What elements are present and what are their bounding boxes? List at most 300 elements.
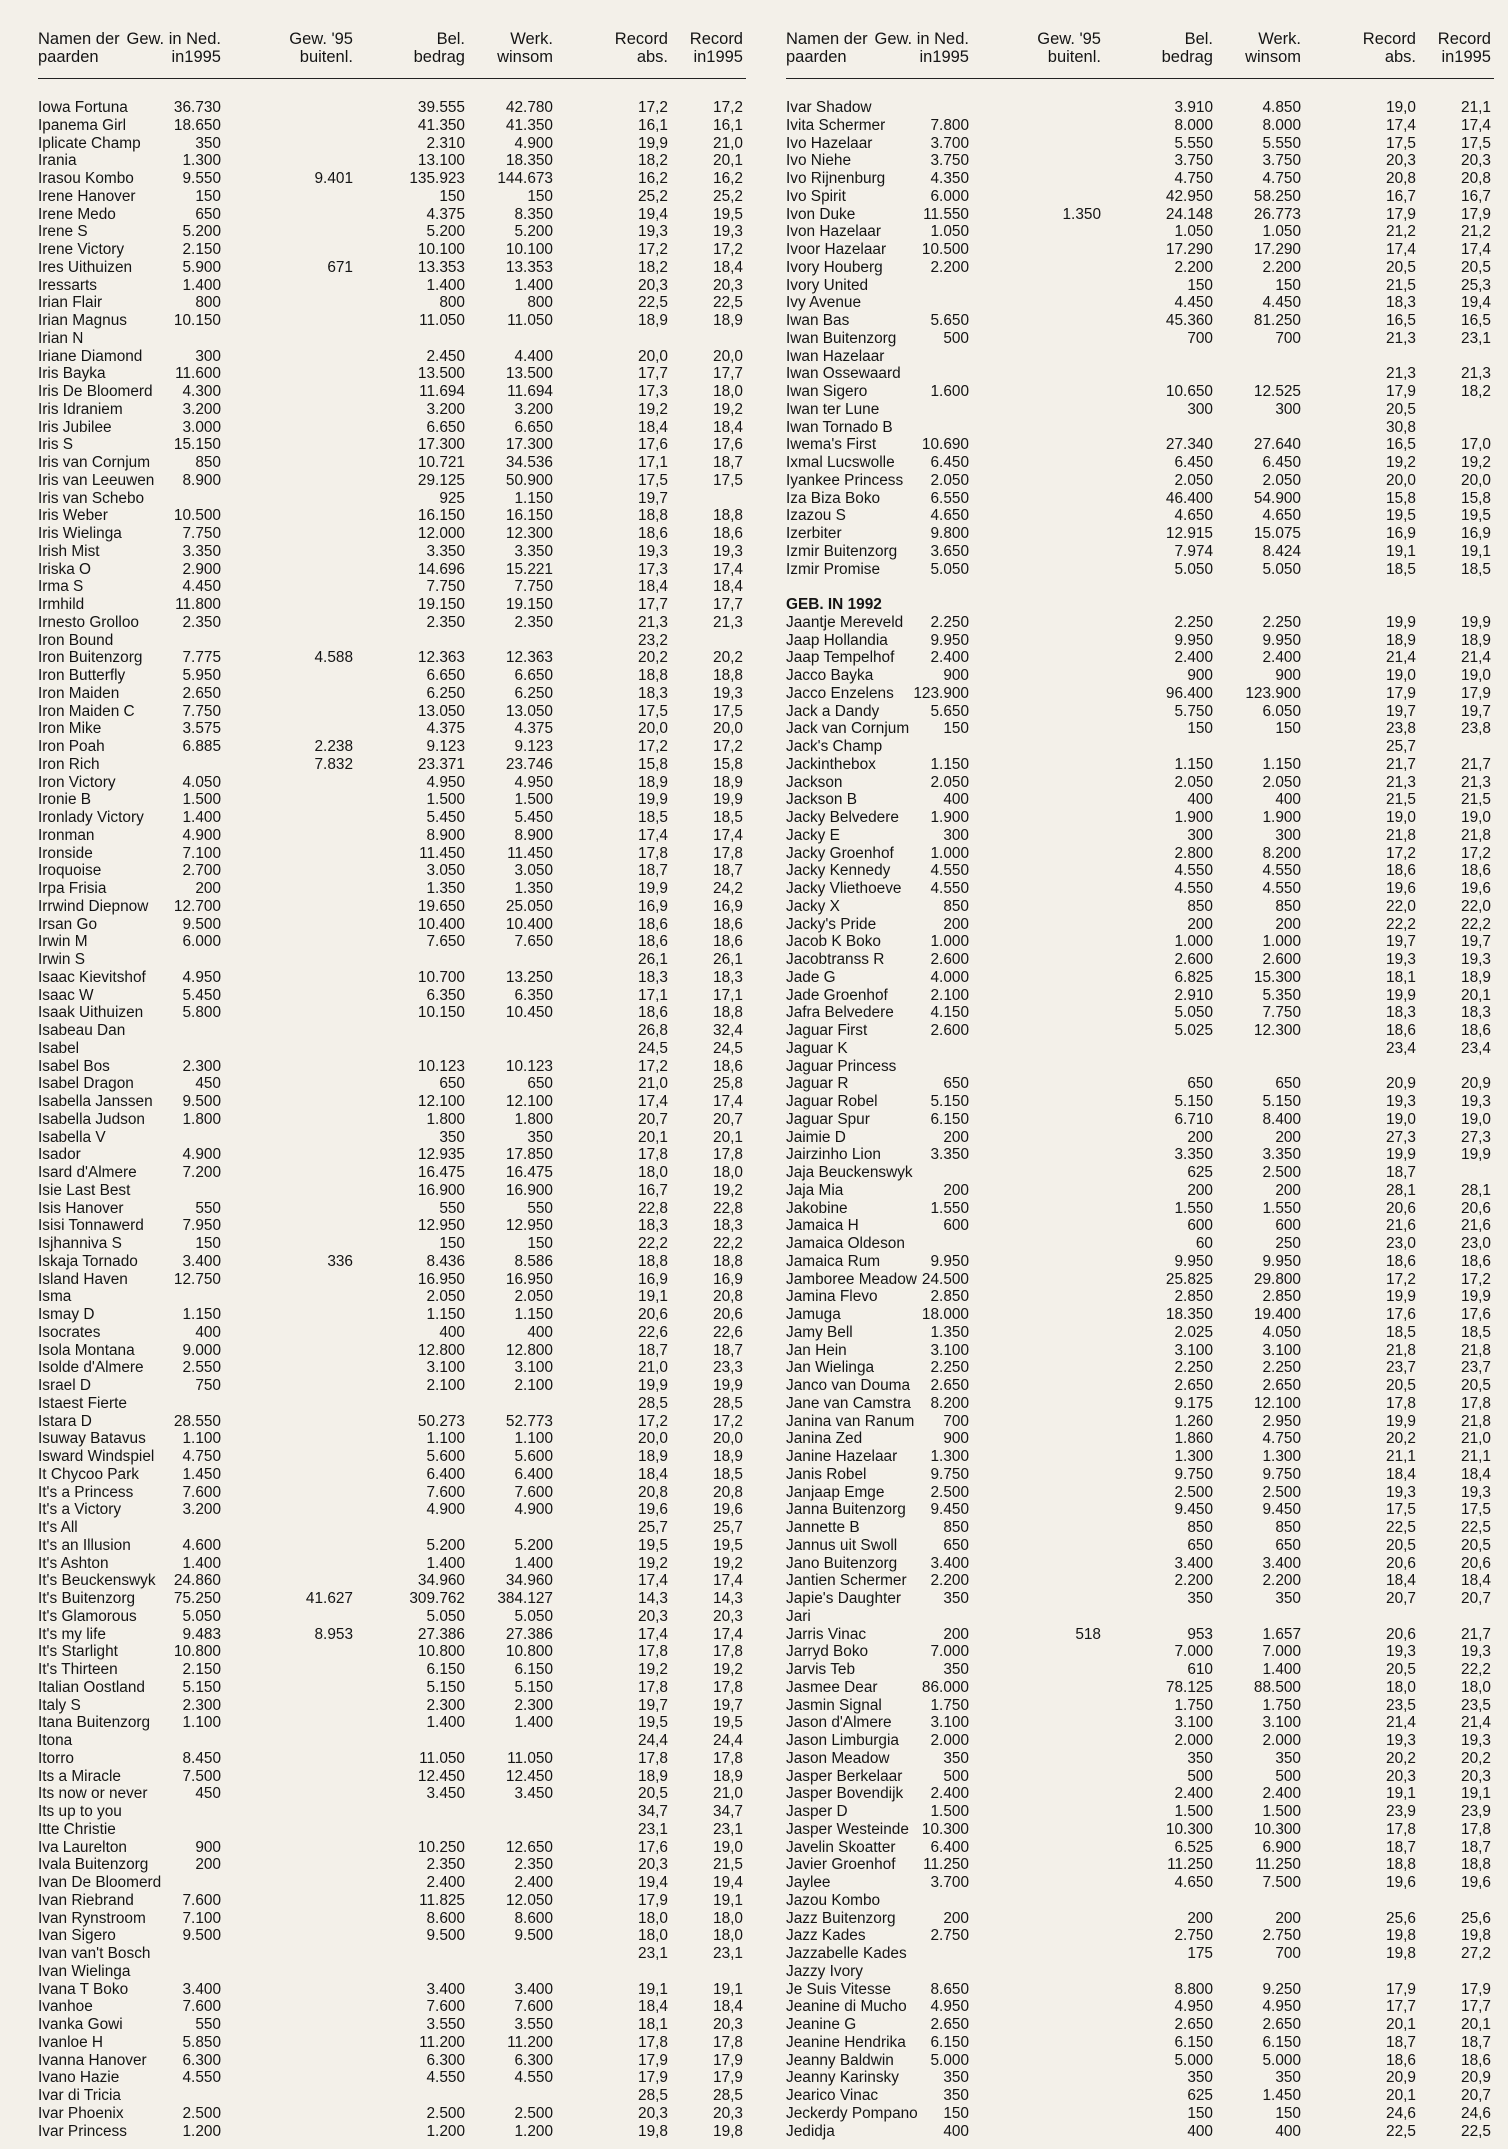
- cell-work-winnings: 7.000: [1262, 1643, 1301, 1661]
- cell-record-1995: 18,4: [713, 578, 743, 596]
- cell-work-winnings: 1.550: [1262, 1199, 1301, 1217]
- cell-record-1995: 22,6: [713, 1323, 743, 1341]
- cell-horse-name: Jacky X: [786, 897, 840, 915]
- cell-bet-amount: 1.500: [1174, 1803, 1213, 1820]
- cell-winnings-nl-1995: 123.900: [913, 684, 969, 702]
- cell-record-1995: 19,0: [1461, 809, 1491, 826]
- cell-work-winnings: 8.200: [1262, 844, 1301, 862]
- cell-record-abs: 18,5: [1386, 560, 1416, 578]
- cell-record-1995: 19,7: [1461, 702, 1491, 720]
- cell-winnings-nl-1995: 2.300: [182, 1057, 221, 1075]
- cell-bet-amount: 150: [439, 187, 465, 205]
- cell-winnings-nl-1995: 3.000: [182, 418, 221, 436]
- cell-winnings-nl-1995: 700: [943, 1412, 969, 1430]
- cell-bet-amount: 2.800: [1174, 844, 1213, 862]
- cell-bet-amount: 3.400: [426, 1980, 465, 1998]
- cell-work-winnings: 4.950: [514, 773, 553, 791]
- cell-bet-amount: 625: [1187, 1164, 1213, 1181]
- table-row: [38, 1501, 746, 1519]
- cell-winnings-nl-1995: 1.450: [182, 1465, 221, 1483]
- cell-work-winnings: 6.250: [514, 684, 553, 702]
- cell-record-1995: 14,3: [713, 1590, 743, 1607]
- table-row: [38, 1839, 746, 1857]
- cell-horse-name: Iwan Tornado B: [786, 418, 893, 436]
- cell-winnings-nl-1995: 75.250: [173, 1590, 221, 1607]
- cell-record-1995: 17,8: [713, 1749, 743, 1767]
- cell-bet-amount: 200: [1187, 1181, 1213, 1199]
- cell-record-1995: 17,1: [713, 986, 743, 1004]
- table-row: [38, 241, 746, 259]
- cell-winnings-nl-1995: 900: [943, 667, 969, 684]
- cell-work-winnings: 4.750: [1262, 170, 1301, 187]
- cell-winnings-nl-1995: 8.200: [930, 1394, 969, 1412]
- cell-winnings-nl-1995: 150: [943, 720, 969, 738]
- cell-winnings-nl-1995: 2.850: [930, 1288, 969, 1306]
- cell-bet-amount: 300: [1187, 400, 1213, 418]
- cell-work-winnings: 1.300: [1262, 1448, 1301, 1465]
- cell-horse-name: Isabel Dragon: [38, 1075, 134, 1093]
- table-row: [786, 1164, 1494, 1182]
- cell-winnings-nl-1995: 7.800: [930, 116, 969, 134]
- cell-bet-amount: 1.500: [426, 791, 465, 809]
- cell-bet-amount: 400: [1187, 2122, 1213, 2140]
- cell-bet-amount: 11.825: [419, 1891, 465, 1909]
- table-row: [38, 152, 746, 170]
- cell-record-1995: 17,2: [1461, 844, 1491, 862]
- cell-winnings-nl-1995: 2.050: [930, 773, 969, 791]
- cell-bet-amount: 12.800: [417, 1341, 465, 1359]
- cell-winnings-nl-1995: 7.600: [182, 1483, 221, 1501]
- cell-horse-name: Jakobine: [786, 1199, 848, 1217]
- cell-work-winnings: 12.300: [1253, 1022, 1301, 1039]
- cell-record-abs: 21,8: [1386, 1341, 1416, 1359]
- cell-record-abs: 17,6: [638, 436, 668, 454]
- cell-bet-amount: 6.525: [1174, 1838, 1213, 1856]
- cell-record-1995: 19,3: [1461, 1732, 1491, 1749]
- cell-winnings-nl-1995: 9.500: [182, 1927, 221, 1945]
- cell-bet-amount: 3.100: [1174, 1341, 1213, 1359]
- cell-work-winnings: 17.290: [1253, 241, 1301, 258]
- cell-winnings-nl-1995: 350: [943, 1661, 969, 1678]
- cell-record-1995: 23,5: [1461, 1696, 1491, 1714]
- cell-horse-name: It's Starlight: [38, 1643, 118, 1661]
- cell-record-1995: 18,3: [1461, 1004, 1491, 1022]
- cell-winnings-nl-1995: 600: [943, 1217, 969, 1235]
- cell-horse-name: Irene Medo: [38, 205, 116, 223]
- cell-record-1995: 18,6: [713, 1057, 743, 1075]
- cell-horse-name: Iron Buitenzorg: [38, 649, 143, 667]
- cell-winnings-nl-1995: 18.650: [173, 116, 221, 134]
- cell-horse-name: Janco van Douma: [786, 1377, 911, 1394]
- table-row: [38, 1998, 746, 2016]
- cell-horse-name: Janina van Ranum: [786, 1412, 915, 1430]
- cell-record-abs: 26,1: [638, 951, 668, 968]
- cell-record-abs: 17,8: [638, 1678, 668, 1696]
- table-row: [38, 1430, 746, 1448]
- cell-work-winnings: 2.250: [1262, 613, 1301, 631]
- cell-record-abs: 20,5: [638, 1785, 668, 1803]
- cell-horse-name: Jack van Cornjum: [786, 720, 910, 738]
- cell-work-winnings: 2.350: [514, 1856, 553, 1874]
- cell-bet-amount: 78.125: [1165, 1678, 1213, 1696]
- cell-work-winnings: 2.000: [1262, 1732, 1301, 1749]
- cell-work-winnings: 41.350: [505, 116, 553, 134]
- cell-work-winnings: 144.673: [497, 170, 553, 187]
- table-row: [786, 809, 1494, 827]
- cell-record-1995: 18,8: [713, 667, 743, 684]
- cell-work-winnings: 650: [1275, 1075, 1301, 1093]
- cell-horse-name: Jantien Schermer: [786, 1572, 907, 1590]
- cell-horse-name: Izmir Buitenzorg: [786, 542, 898, 560]
- cell-horse-name: Isolde d'Almere: [38, 1359, 144, 1377]
- cell-horse-name: Jason d'Almere: [786, 1714, 892, 1732]
- cell-winnings-nl-1995: 7.200: [182, 1164, 221, 1181]
- cell-horse-name: Isma: [38, 1288, 72, 1306]
- cell-winnings-abroad-1995: 518: [1075, 1625, 1101, 1643]
- cell-horse-name: It's Beuckenswyk: [38, 1572, 156, 1590]
- cell-work-winnings: 1.050: [1262, 223, 1301, 241]
- cell-winnings-nl-1995: 800: [195, 294, 221, 312]
- table-row: [786, 1537, 1494, 1555]
- cell-bet-amount: 3.350: [426, 542, 465, 560]
- cell-horse-name: Jeanine Hendrika: [786, 2033, 906, 2051]
- cell-horse-name: Jaguar R: [786, 1075, 849, 1093]
- cell-record-abs: 18,8: [638, 507, 668, 525]
- cell-record-abs: 19,5: [638, 1714, 668, 1732]
- table-row: [38, 1466, 746, 1484]
- table-row: [786, 845, 1494, 863]
- cell-record-abs: 19,2: [638, 1661, 668, 1678]
- cell-horse-name: Jacco Enzelens: [786, 684, 894, 702]
- cell-bet-amount: 25.825: [1165, 1270, 1213, 1288]
- cell-record-abs: 20,1: [638, 1128, 668, 1146]
- cell-record-abs: 18,9: [638, 1448, 668, 1465]
- cell-work-winnings: 5.350: [1262, 986, 1301, 1004]
- cell-bet-amount: 4.550: [1174, 880, 1213, 897]
- cell-winnings-nl-1995: 1.150: [930, 755, 969, 773]
- cell-bet-amount: 11.050: [419, 1749, 465, 1767]
- cell-winnings-nl-1995: 8.900: [182, 471, 221, 489]
- table-row: [786, 1572, 1494, 1590]
- cell-bet-amount: 13.500: [417, 365, 465, 383]
- table-row: [38, 1359, 746, 1377]
- cell-horse-name: It Chycoo Park: [38, 1465, 139, 1483]
- table-row: [38, 774, 746, 792]
- cell-horse-name: It's Glamorous: [38, 1607, 137, 1625]
- cell-winnings-nl-1995: 7.775: [182, 649, 221, 667]
- cell-record-abs: 17,4: [1386, 116, 1416, 134]
- cell-work-winnings: 8.600: [514, 1909, 553, 1927]
- cell-record-1995: 20,3: [713, 2104, 743, 2122]
- table-row: [786, 2069, 1494, 2087]
- cell-winnings-nl-1995: 15.150: [173, 436, 221, 454]
- table-row: [786, 1200, 1494, 1218]
- cell-winnings-abroad-1995: 1.350: [1062, 205, 1101, 223]
- cell-record-abs: 14,3: [638, 1590, 668, 1607]
- table-row: [38, 490, 746, 508]
- cell-record-abs: 17,4: [1386, 241, 1416, 258]
- cell-work-winnings: 350: [1275, 1590, 1301, 1607]
- cell-record-abs: 18,7: [1386, 1164, 1416, 1181]
- table-row: [786, 2034, 1494, 2052]
- cell-winnings-nl-1995: 11.800: [175, 596, 221, 613]
- cell-work-winnings: 5.000: [1262, 2051, 1301, 2069]
- cell-work-winnings: 384.127: [497, 1590, 553, 1607]
- cell-work-winnings: 7.750: [514, 578, 553, 596]
- cell-record-abs: 17,4: [638, 1572, 668, 1590]
- cell-record-1995: 20,3: [1461, 1767, 1491, 1785]
- cell-record-1995: 18,0: [713, 383, 743, 400]
- cell-bet-amount: 9.950: [1174, 631, 1213, 649]
- cell-bet-amount: 3.200: [426, 400, 465, 418]
- cell-winnings-nl-1995: 12.700: [173, 897, 221, 915]
- header-divider: [38, 78, 746, 79]
- cell-work-winnings: 2.250: [1262, 1359, 1301, 1377]
- table-row: [786, 454, 1494, 472]
- cell-horse-name: Jamaica Rum: [786, 1252, 881, 1270]
- cell-work-winnings: 2.200: [1262, 1572, 1301, 1590]
- cell-work-winnings: 9.750: [1262, 1465, 1301, 1483]
- cell-bet-amount: 1.800: [426, 1110, 465, 1128]
- cell-record-1995: 26,1: [713, 951, 743, 968]
- cell-bet-amount: 11.694: [419, 383, 465, 400]
- cell-work-winnings: 7.600: [514, 1998, 553, 2016]
- cell-bet-amount: 1.400: [426, 1554, 465, 1572]
- cell-work-winnings: 2.050: [1262, 471, 1301, 489]
- cell-record-abs: 16,7: [1386, 187, 1416, 205]
- cell-work-winnings: 6.400: [514, 1465, 553, 1483]
- cell-winnings-nl-1995: 6.150: [930, 1110, 969, 1128]
- table-row: [786, 1981, 1494, 1999]
- cell-record-1995: 17,8: [713, 2033, 743, 2051]
- cell-record-abs: 17,8: [1386, 1394, 1416, 1412]
- cell-work-winnings: 500: [1275, 1767, 1301, 1785]
- cell-horse-name: Jari: [786, 1607, 811, 1625]
- cell-work-winnings: 4.400: [514, 347, 553, 365]
- cell-winnings-nl-1995: 3.350: [182, 542, 221, 560]
- cell-winnings-nl-1995: 3.400: [182, 1252, 221, 1270]
- cell-record-abs: 19,9: [1386, 1288, 1416, 1306]
- cell-horse-name: Jack's Champ: [786, 738, 883, 755]
- cell-record-abs: 18,4: [1386, 1465, 1416, 1483]
- cell-work-winnings: 2.950: [1262, 1412, 1301, 1430]
- cell-work-winnings: 1.000: [1262, 933, 1301, 951]
- cell-horse-name: Its up to you: [38, 1803, 122, 1820]
- cell-work-winnings: 15.300: [1253, 968, 1301, 986]
- table-row: [786, 1093, 1494, 1111]
- cell-horse-name: Itorro: [38, 1749, 74, 1767]
- cell-bet-amount: 2.350: [426, 1856, 465, 1874]
- table-row: [38, 738, 746, 756]
- cell-horse-name: Irsan Go: [38, 915, 98, 933]
- table-row: [786, 1643, 1494, 1661]
- cell-winnings-nl-1995: 200: [943, 1181, 969, 1199]
- cell-work-winnings: 650: [527, 1075, 553, 1093]
- table-row: [38, 472, 746, 490]
- cell-record-abs: 20,1: [1386, 2087, 1416, 2104]
- cell-record-1995: 20,0: [713, 720, 743, 738]
- table-row: [786, 561, 1494, 579]
- cell-record-1995: 21,6: [1461, 1217, 1491, 1235]
- cell-record-abs: 21,1: [1386, 1448, 1416, 1465]
- cell-horse-name: Jason Limburgia: [786, 1732, 899, 1749]
- cell-work-winnings: 1.400: [514, 1554, 553, 1572]
- cell-bet-amount: 6.300: [426, 2051, 465, 2069]
- cell-winnings-nl-1995: 350: [943, 2069, 969, 2087]
- cell-work-winnings: 10.800: [505, 1643, 553, 1661]
- cell-record-abs: 24,6: [1386, 2104, 1416, 2122]
- cell-work-winnings: 3.400: [1262, 1554, 1301, 1572]
- cell-record-1995: 27,3: [1461, 1128, 1491, 1146]
- table-row: [38, 170, 746, 188]
- cell-work-winnings: 150: [527, 1235, 553, 1252]
- cell-record-abs: 19,9: [1386, 1412, 1416, 1430]
- cell-horse-name: Ivo Niehe: [786, 152, 852, 170]
- cell-record-abs: 17,9: [1386, 205, 1416, 223]
- cell-horse-name: Jamaica Oldeson: [786, 1235, 905, 1252]
- cell-record-1995: 17,2: [713, 1412, 743, 1430]
- cell-work-winnings: 400: [1275, 2122, 1301, 2140]
- table-row: [38, 614, 746, 632]
- cell-winnings-nl-1995: 1.300: [182, 152, 221, 170]
- cell-record-abs: 20,3: [638, 1856, 668, 1874]
- table-row: [38, 1271, 746, 1289]
- cell-horse-name: Jacky Kennedy: [786, 862, 891, 880]
- cell-work-winnings: 4.950: [1262, 1998, 1301, 2016]
- cell-winnings-nl-1995: 2.600: [930, 951, 969, 968]
- table-row: [786, 1359, 1494, 1377]
- cell-record-abs: 21,6: [1386, 1217, 1416, 1235]
- column-header-horse-name: Namen der paarden: [786, 30, 868, 66]
- cell-record-1995: 17,8: [713, 844, 743, 862]
- cell-horse-name: Itte Christie: [38, 1820, 116, 1838]
- cell-record-1995: 18,3: [713, 1217, 743, 1235]
- left-table: [38, 30, 746, 2140]
- cell-winnings-nl-1995: 200: [943, 1128, 969, 1146]
- cell-winnings-nl-1995: 2.650: [182, 684, 221, 702]
- cell-winnings-nl-1995: 4.550: [182, 2069, 221, 2087]
- cell-horse-name: Island Haven: [38, 1270, 128, 1288]
- cell-work-winnings: 11.694: [507, 383, 553, 400]
- cell-horse-name: Jaimie D: [786, 1128, 846, 1146]
- cell-record-abs: 16,1: [638, 116, 668, 134]
- table-row: [38, 791, 746, 809]
- cell-horse-name: Ironlady Victory: [38, 809, 144, 826]
- cell-winnings-nl-1995: 850: [943, 1519, 969, 1536]
- cell-record-1995: 28,1: [1461, 1181, 1491, 1199]
- cell-work-winnings: 4.750: [1262, 1430, 1301, 1448]
- cell-winnings-nl-1995: 1.400: [182, 276, 221, 294]
- cell-record-abs: 17,7: [638, 365, 668, 383]
- cell-record-1995: 19,9: [1461, 613, 1491, 631]
- cell-horse-name: Ironie B: [38, 791, 92, 809]
- cell-winnings-nl-1995: 400: [195, 1323, 221, 1341]
- cell-record-abs: 18,9: [638, 773, 668, 791]
- cell-record-1995: 19,2: [713, 400, 743, 418]
- cell-horse-name: Janina Zed: [786, 1430, 863, 1448]
- cell-bet-amount: 10.400: [417, 915, 465, 933]
- table-row: [38, 1572, 746, 1590]
- cell-record-abs: 19,0: [1386, 1110, 1416, 1128]
- cell-horse-name: Isward Windspiel: [38, 1448, 155, 1465]
- cell-work-winnings: 8.586: [514, 1252, 553, 1270]
- cell-record-1995: 18,6: [713, 915, 743, 933]
- cell-record-abs: 20,0: [638, 347, 668, 365]
- table-row: [786, 1839, 1494, 1857]
- cell-horse-name: It's a Victory: [38, 1501, 122, 1519]
- cell-winnings-nl-1995: 9.500: [182, 1093, 221, 1110]
- cell-winnings-nl-1995: 10.500: [173, 507, 221, 525]
- cell-bet-amount: 900: [1187, 667, 1213, 684]
- cell-record-abs: 19,1: [1386, 1785, 1416, 1803]
- cell-record-1995: 28,5: [713, 2087, 743, 2104]
- cell-winnings-nl-1995: 18.000: [921, 1306, 969, 1323]
- cell-record-1995: 19,8: [713, 2122, 743, 2140]
- cell-bet-amount: 8.436: [426, 1252, 465, 1270]
- table-row: [786, 685, 1494, 703]
- cell-horse-name: Ivan Wielinga: [38, 1962, 131, 1980]
- cell-winnings-nl-1995: 150: [195, 1235, 221, 1252]
- cell-horse-name: Iris van Schebo: [38, 489, 145, 507]
- cell-work-winnings: 10.100: [505, 241, 553, 258]
- cell-record-abs: 17,3: [638, 383, 668, 400]
- cell-record-1995: 18,8: [713, 507, 743, 525]
- cell-bet-amount: 850: [1187, 897, 1213, 915]
- cell-bet-amount: 46.400: [1165, 489, 1213, 507]
- cell-bet-amount: 24.148: [1165, 205, 1213, 223]
- cell-record-1995: 18,7: [1461, 1838, 1491, 1856]
- table-row: [786, 152, 1494, 170]
- cell-record-1995: 19,1: [713, 1980, 743, 1998]
- cell-winnings-nl-1995: 1.750: [930, 1696, 969, 1714]
- cell-record-abs: 19,5: [1386, 507, 1416, 525]
- cell-record-abs: 20,5: [1386, 1661, 1416, 1678]
- cell-winnings-nl-1995: 1.300: [930, 1448, 969, 1465]
- cell-record-abs: 20,7: [638, 1110, 668, 1128]
- cell-record-abs: 23,0: [1386, 1235, 1416, 1252]
- table-row: [786, 383, 1494, 401]
- cell-work-winnings: 9.450: [1262, 1501, 1301, 1519]
- cell-record-1995: 20,8: [1461, 170, 1491, 187]
- cell-record-1995: 17,2: [713, 99, 743, 116]
- cell-record-1995: 20,6: [713, 1306, 743, 1323]
- cell-winnings-nl-1995: 9.500: [182, 915, 221, 933]
- cell-record-abs: 21,3: [1386, 773, 1416, 791]
- cell-record-1995: 20,1: [713, 152, 743, 170]
- table-row: [786, 880, 1494, 898]
- cell-record-1995: 24,4: [713, 1732, 743, 1749]
- table-row: [38, 1129, 746, 1147]
- cell-record-abs: 17,6: [638, 1838, 668, 1856]
- cell-bet-amount: 6.400: [426, 1465, 465, 1483]
- cell-horse-name: Italian Oostland: [38, 1678, 145, 1696]
- cell-record-1995: 20,9: [1461, 1075, 1491, 1093]
- cell-bet-amount: 13.050: [417, 702, 465, 720]
- table-row: [786, 1022, 1494, 1040]
- cell-work-winnings: 2.850: [1262, 1288, 1301, 1306]
- cell-bet-amount: 700: [1187, 329, 1213, 347]
- cell-record-abs: 18,6: [1386, 1252, 1416, 1270]
- cell-horse-name: Irene Victory: [38, 241, 125, 258]
- cell-record-abs: 18,9: [1386, 631, 1416, 649]
- cell-bet-amount: 5.150: [426, 1678, 465, 1696]
- cell-work-winnings: 6.300: [514, 2051, 553, 2069]
- cell-winnings-nl-1995: 200: [195, 1856, 221, 1874]
- cell-horse-name: Jazou Kombo: [786, 1891, 881, 1909]
- cell-winnings-abroad-1995: 336: [327, 1252, 353, 1270]
- cell-bet-amount: 12.000: [417, 525, 465, 542]
- cell-winnings-nl-1995: 2.200: [930, 258, 969, 276]
